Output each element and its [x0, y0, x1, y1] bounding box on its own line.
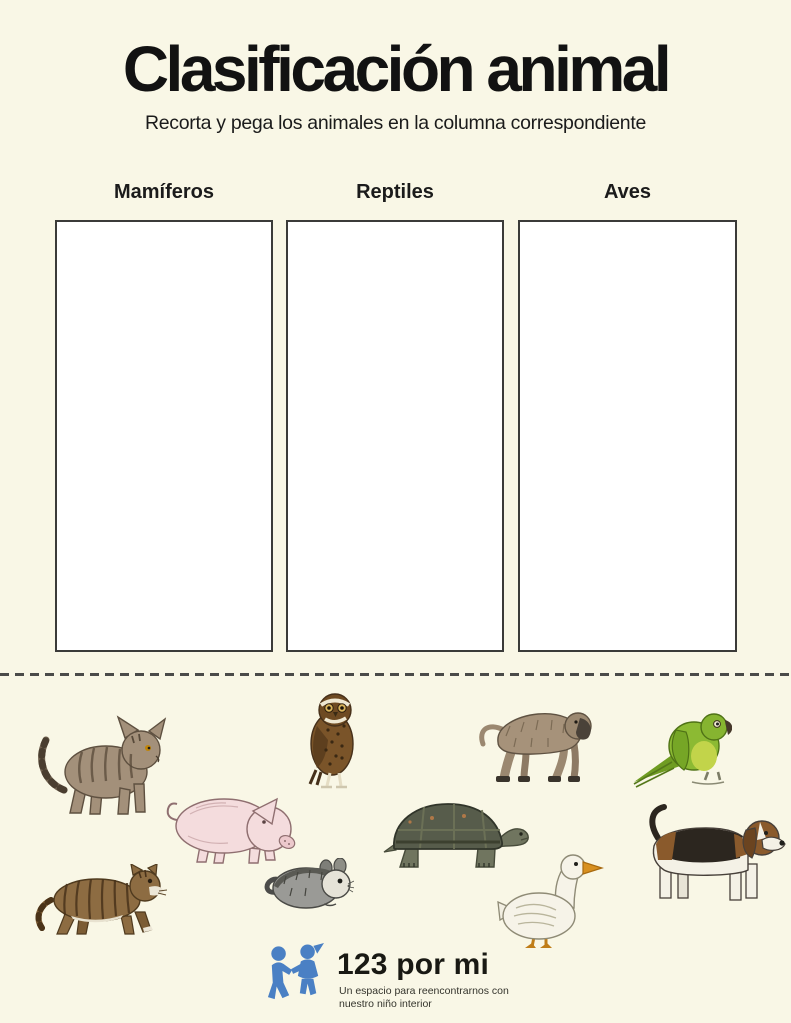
dog-illustration [638, 802, 786, 912]
logo-tagline: Un espacio para reencontrarnos con nuestro niño interior [339, 985, 509, 1011]
column-header-reptiles: Reptiles [356, 181, 434, 203]
column-header-aves: Aves [603, 181, 652, 203]
parrot-illustration [632, 710, 732, 788]
paste-box-reptiles [286, 220, 504, 652]
cut-line [0, 673, 791, 676]
page-subtitle: Recorta y pega los animales en la columna correspondiente [144, 112, 647, 134]
page-title: Clasificación animal [122, 33, 669, 105]
monkey-illustration [476, 698, 598, 788]
paste-box-aves [518, 220, 737, 652]
pig-illustration [160, 784, 302, 864]
owl-illustration [302, 690, 368, 792]
cat-illustration [33, 864, 167, 936]
column-header-mamiferos: Mamíferos [113, 181, 215, 203]
chinchilla-illustration [262, 858, 354, 910]
logo-wordmark: 123 por mi [337, 948, 490, 981]
children-playing-icon [266, 941, 324, 1003]
kitten-illustration [28, 714, 168, 819]
paste-box-mamiferos [55, 220, 273, 652]
duck-illustration [492, 852, 606, 952]
